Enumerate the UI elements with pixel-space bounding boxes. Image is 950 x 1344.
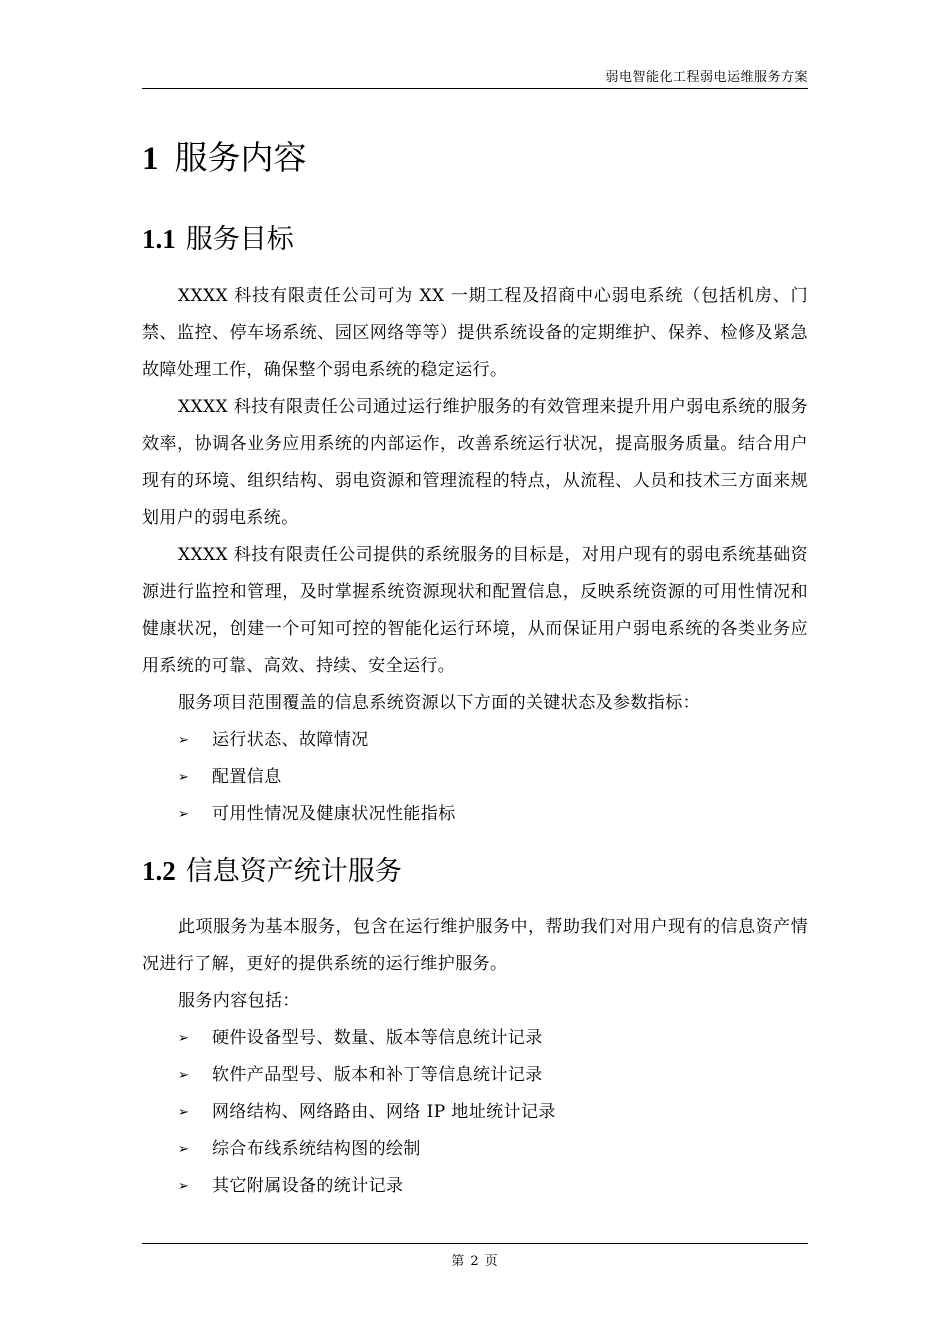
page-number: 第 2 页	[451, 1254, 499, 1269]
chapter-heading	[142, 136, 307, 181]
section-1-2-number: 1.2	[142, 856, 176, 886]
arrow-bullet-icon: ➢	[178, 1068, 190, 1083]
list-item: ➢ 可用性情况及健康状况性能指标	[178, 796, 456, 833]
list-item: ➢ 配置信息	[178, 759, 456, 796]
list-intro: 服务内容包括：	[178, 991, 300, 1011]
bullet-list-assets	[178, 1020, 556, 1205]
arrow-bullet-icon: ➢	[178, 1031, 190, 1046]
arrow-bullet-icon: ➢	[178, 1105, 190, 1120]
arrow-bullet-icon: ➢	[178, 807, 190, 822]
section-1-2-heading	[142, 853, 402, 890]
section-1-1-title: 服务目标	[185, 224, 294, 255]
section-1-2-title: 信息资产统计服务	[185, 856, 402, 887]
running-header: 弱电智能化工程弱电运维服务方案	[605, 70, 808, 85]
paragraph: XXXX 科技有限责任公司通过运行维护服务的有效管理来提升用户弱电系统的服务效率，协调各业务应用系统的内部运作，改善系统运行状况，提高服务质量。结合用户现有的环境、组织结构、弱电资源和管理流程的特点，从流程、人员和技术三方面来规划用户的弱电系统。	[142, 397, 809, 528]
paragraph: XXXX 科技有限责任公司可为 XX 一期工程及招商中心弱电系统（包括机房、门禁、监控、停车场系统、园区网络等等）提供系统设备的定期维护、保养、检修及紧急故障处理工作，确保整个弱电系统的稳定运行。	[142, 286, 808, 380]
list-item: ➢ 综合布线系统结构图的绘制	[178, 1131, 556, 1168]
list-item: ➢ 硬件设备型号、数量、版本等信息统计记录	[178, 1020, 556, 1057]
arrow-bullet-icon: ➢	[178, 1179, 190, 1194]
list-intro: 服务项目范围覆盖的信息系统资源以下方面的关键状态及参数指标：	[178, 693, 700, 713]
bullet-list-status	[178, 722, 456, 833]
paragraph: 此项服务为基本服务，包含在运行维护服务中，帮助我们对用户现有的信息资产情况进行了解，更好的提供系统的运行维护服务。	[142, 917, 808, 974]
arrow-bullet-icon: ➢	[178, 1142, 190, 1157]
list-item: ➢ 软件产品型号、版本和补丁等信息统计记录	[178, 1057, 556, 1094]
paragraph: XXXX 科技有限责任公司提供的系统服务的目标是，对用户现有的弱电系统基础资源进行监控和管理，及时掌握系统资源现状和配置信息，反映系统资源的可用性情况和健康状况，创建一个可知可控的智能化运行环境，从而保证用户弱电系统的各类业务应用系统的可靠、高效、持续、安全运行。	[142, 545, 809, 676]
list-item: ➢ 网络结构、网络路由、网络 IP 地址统计记录	[178, 1094, 556, 1131]
arrow-bullet-icon: ➢	[178, 770, 190, 785]
section-1-1-heading	[142, 221, 294, 258]
chapter-number: 1	[142, 141, 159, 177]
list-item: ➢ 其它附属设备的统计记录	[178, 1168, 556, 1205]
header-divider	[142, 88, 808, 89]
footer-divider	[142, 1243, 808, 1244]
section-1-1-number: 1.1	[142, 224, 176, 254]
arrow-bullet-icon: ➢	[178, 733, 190, 748]
list-item: ➢ 运行状态、故障情况	[178, 722, 456, 759]
chapter-title: 服务内容	[174, 138, 307, 177]
